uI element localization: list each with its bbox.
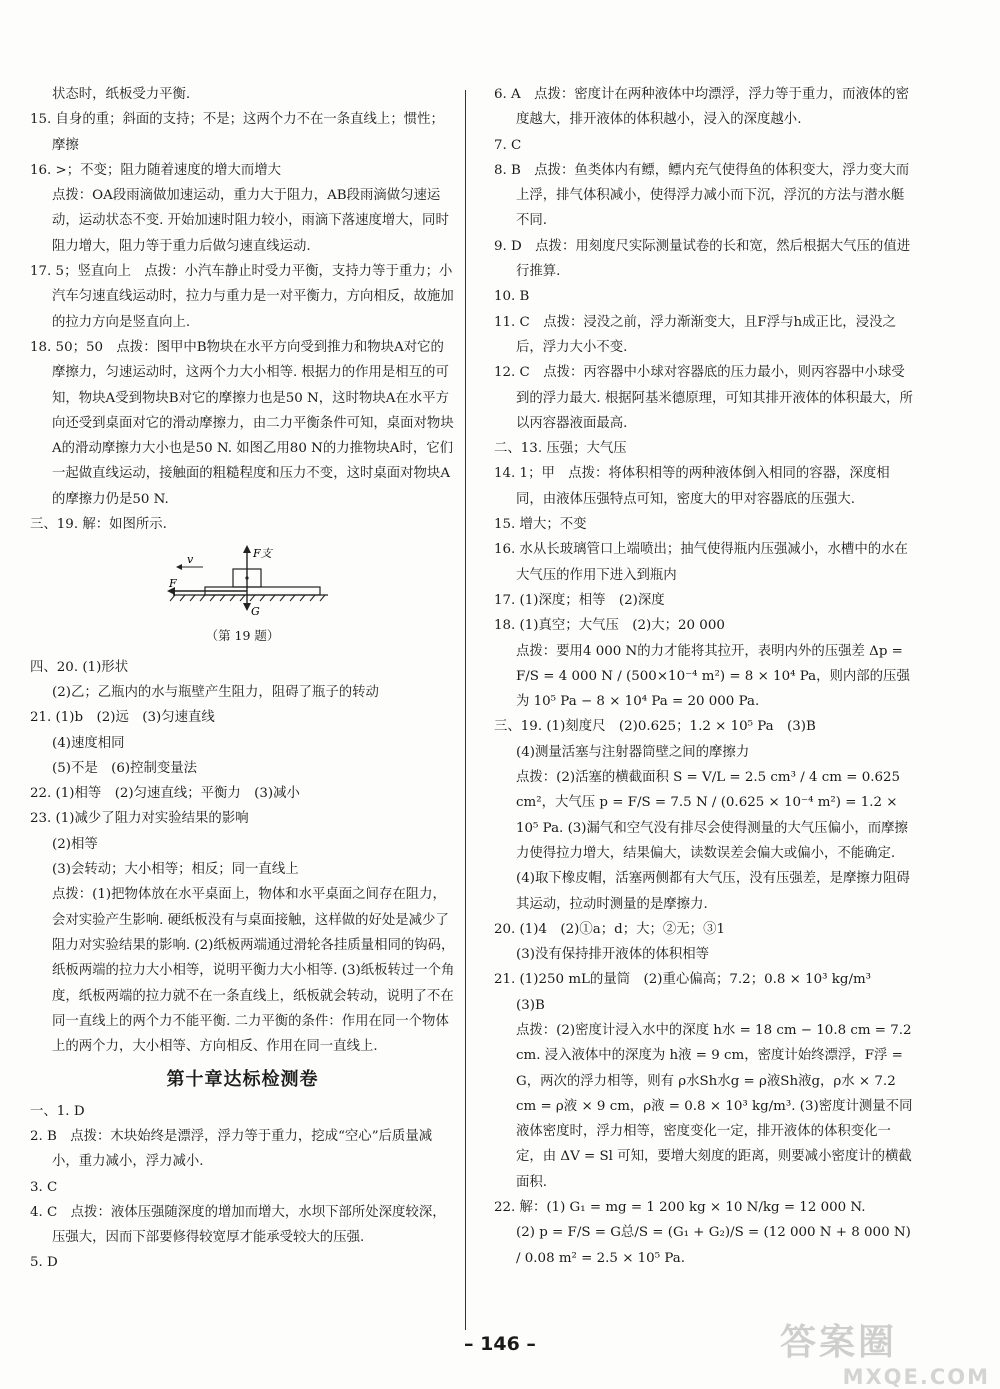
answer-23-2: (2)相等 — [52, 836, 98, 852]
answer-21-5: (5)不是 (6)控制变量法 — [52, 760, 198, 776]
left-column — [30, 82, 455, 1276]
answer-4: 4. C 点拨：液体压强随深度的增加而增大，水坝下部所处深度较深，压强大，因而下部要修得较宽厚才能承受较大的压强. — [30, 1204, 446, 1246]
answer-20-2: (2)乙；乙瓶内的水与瓶壁产生阻力，阻碍了瓶子的转动 — [52, 684, 379, 700]
answer-line: 状态时，纸板受力平衡. — [52, 87, 191, 102]
answer-21b: 21. (1)250 mL的量筒 (2)重心偏高；7.2；0.8 × 10³ kg/m³ — [494, 972, 872, 988]
answer-21: 21. (1)b (2)远 (3)匀速直线 — [30, 710, 215, 726]
answer-20: 四、20. (1)形状 — [30, 659, 129, 675]
answer-20b: 20. (1)4 (2)①a；d；大；②无；③1 — [494, 921, 725, 937]
answer-9: 9. D 点拨：用刻度尺实际测量试卷的长和宽，然后根据大气压的值进行推算. — [494, 238, 911, 280]
answer-18: 18. 50；50 点拨：图甲中B物块在水平方向受到推力和物块A对它的摩擦力，匀速运动时，这两个力大小相等. 根据力的作用是相互的可知，物块A受到物块B对它的摩擦力也是50 N，这时物块A在水平方向还受到桌面对它的滑动摩擦力，由二力平衡条件可知，桌面对物块A的滑动摩擦力大小也是50 N. 如图乙用80 N的力推物块A时，它们一起做直线运动，接触面的粗糙程度和压力不变，这时桌面对物块A的摩擦力仍是50 N. — [30, 339, 454, 507]
label-v: v — [186, 553, 193, 567]
hint-16: 点拨：OA段雨滴做加速运动，重力大于阻力，AB段雨滴做匀速运动，运动状态不变. 开始加速时阻力较小，雨滴下落速度增大，同时阻力增大，阻力等于重力后做匀速直线运动. — [52, 188, 449, 254]
section-title: 第十章达标检测卷 — [166, 1069, 319, 1091]
answer-22b: 22. 解：(1) G₁ = mg = 1 200 kg × 10 N/kg = 12 000 N. — [494, 1200, 866, 1216]
answer-19b: 三、19. (1)刻度尺 (2)0.625；1.2 × 10⁵ Pa (3)B — [494, 719, 816, 735]
answer-13: 二、13. 压强；大气压 — [494, 441, 627, 457]
answer-17: 17. 5；竖直向上 点拨：小汽车静止时受力平衡，支持力等于重力；小汽车匀速直线运动时，拉力与重力是一对平衡力，方向相反，故施加的拉力方向是竖直向上. — [30, 264, 454, 330]
answer-23-3: (3)会转动；大小相等；相反；同一直线上 — [52, 862, 299, 878]
answer-16b: 16. 水从长玻璃管口上端喷出；抽气使得瓶内压强减小，水槽中的水在大气压的作用下进入到瓶内 — [494, 542, 908, 583]
answer-21-4: (4)速度相同 — [52, 735, 125, 751]
answer-23: 23. (1)减少了阻力对实验结果的影响 — [30, 811, 249, 827]
figure-caption: （第 19 题） — [205, 628, 280, 644]
watermark-text: 答案圈 — [780, 1322, 898, 1363]
answer-19: 三、19. 解：如图所示. — [30, 517, 167, 533]
hint-19b: 点拨：(2)活塞的横截面积 S = V/L = 2.5 cm³ / 4 cm = 0.625 cm²，大气压 p = F/S = 7.5 N / (0.625 × 10⁻⁴ m²) = 1.2 × 10⁵ Pa. (3)漏气和空气没有排尽会使得测量的大气压偏小，而摩擦力使得拉力增大，结果偏大，读数误差会偏大或偏小，不能确定. (4)取下橡皮帽，活塞两侧都有大气压，没有压强差，是摩擦力阻碍其运动，拉动时测量的是摩擦力. — [516, 770, 910, 912]
force-diagram — [143, 545, 343, 623]
answer-22b-2: (2) p = F/S = G总/S = (G₁ + G₂)/S = (12 000 N + 8 000 N) / 0.08 m² = 2.5 × 10⁵ Pa. — [516, 1225, 911, 1266]
watermark-url: MXQE.COM — [842, 1365, 990, 1389]
answer-3: 3. C — [30, 1179, 58, 1195]
answer-1: 一、1. D — [30, 1103, 85, 1119]
right-column — [494, 82, 914, 1271]
answer-18b: 18. (1)真空；大气压 (2)大；20 000 — [494, 618, 725, 634]
answer-6: 6. A 点拨：密度计在两种液体中均漂浮，浮力等于重力，而液体的密度越大，排开液体的体积越小，浸入的深度越小. — [494, 87, 910, 128]
answer-5: 5. D — [30, 1255, 58, 1271]
label-f: F — [168, 577, 177, 591]
answer-16: 16. >；不变；阻力随着速度的增大而增大 — [30, 162, 282, 178]
answer-22: 22. (1)相等 (2)匀速直线；平衡力 (3)减小 — [30, 786, 300, 802]
answer-14: 14. 1；甲 点拨：将体积相等的两种液体倒入相同的容器，深度相同，由液体压强特点可知，密度大的甲对容器底的压强大. — [494, 466, 890, 507]
page-number: – 146 – — [464, 1333, 536, 1355]
answer-20b-3: (3)没有保持排开液体的体积相等 — [516, 947, 710, 963]
answer-12: 12. C 点拨：丙容器中小球对容器底的压力最小，则丙容器中小球受到的浮力最大. 根据阿基米德原理，可知其排开液体的体积最大，所以丙容器液面最高. — [494, 365, 913, 431]
answer-21b-3: (3)B — [516, 997, 545, 1013]
figure-19 — [30, 545, 455, 648]
answer-17b: 17. (1)深度；相等 (2)深度 — [494, 592, 665, 608]
answer-11: 11. C 点拨：浸没之前，浮力渐渐变大，且F浮与h成正比，浸没之后，浮力大小不变. — [494, 314, 896, 355]
answer-10: 10. B — [494, 289, 530, 305]
answer-19b-4: (4)测量活塞与注射器筒壁之间的摩擦力 — [516, 744, 750, 760]
hint-18b: 点拨：要用4 000 N的力才能将其拉开，表明内外的压强差 Δp = F/S = 4 000 N / (500×10⁻⁴ m²) = 8 × 10⁴ Pa，则内部的压强为 10⁵ Pa − 8 × 10⁴ Pa = 20 000 Pa. — [516, 643, 910, 710]
answer-15: 15. 自身的重；斜面的支持；不是；这两个力不在一条直线上；惯性；摩擦 — [30, 112, 444, 153]
answer-8: 8. B 点拨：鱼类体内有鳔，鳔内充气使得鱼的体积变大，浮力变大而上浮，排气体积减小，使得浮力减小而下沉，浮沉的方法与潜水艇不同. — [494, 162, 910, 229]
answer-7: 7. C — [494, 137, 522, 153]
column-divider — [465, 90, 466, 1330]
answer-15b: 15. 增大；不变 — [494, 517, 587, 533]
label-f-support: F支 — [252, 547, 272, 561]
hint-21b: 点拨：(2)密度计浸入水中的深度 h水 = 18 cm − 10.8 cm = 7.2 cm. 浸入液体中的深度为 h液 = 9 cm，密度计始终漂浮，F浮 = G，两次的浮力相等，则有 ρ水Sh水g = ρ液Sh液g，ρ水 × 7.2 cm = ρ液 × 9 cm，ρ液 = 0.8 × 10³ kg/m³. (3)密度计测量不同液体密度时，浮力相等，密度变化一定，排开液体的体积变化一定，由 ΔV = Sl 可知，要增大刻度的距离，则要减小密度计的横截面积. — [516, 1022, 913, 1190]
hint-23: 点拨：(1)把物体放在水平桌面上，物体和水平桌面之间存在阻力，会对实验产生影响. 硬纸板没有与桌面接触，这样做的好处是减少了阻力对实验结果的影响. (2)纸板两端通过滑轮各挂质量相同的钩码，纸板两端的拉力大小相等，说明平衡力大小相等. (3)纸板转过一个角度，纸板两端的拉力就不在一条直线上，纸板就会转动，说明了不在同一直线上的两个力不能平衡. 二力平衡的条件：作用在同一个物体上的两个力，大小相等、方向相反、作用在同一直线上. — [52, 887, 455, 1055]
watermark-logo — [780, 1314, 990, 1389]
label-g: G — [250, 605, 260, 619]
answer-2: 2. B 点拨：木块始终是漂浮，浮力等于重力，挖成“空心”后质量减小，重力减小，浮力减小. — [30, 1128, 433, 1170]
